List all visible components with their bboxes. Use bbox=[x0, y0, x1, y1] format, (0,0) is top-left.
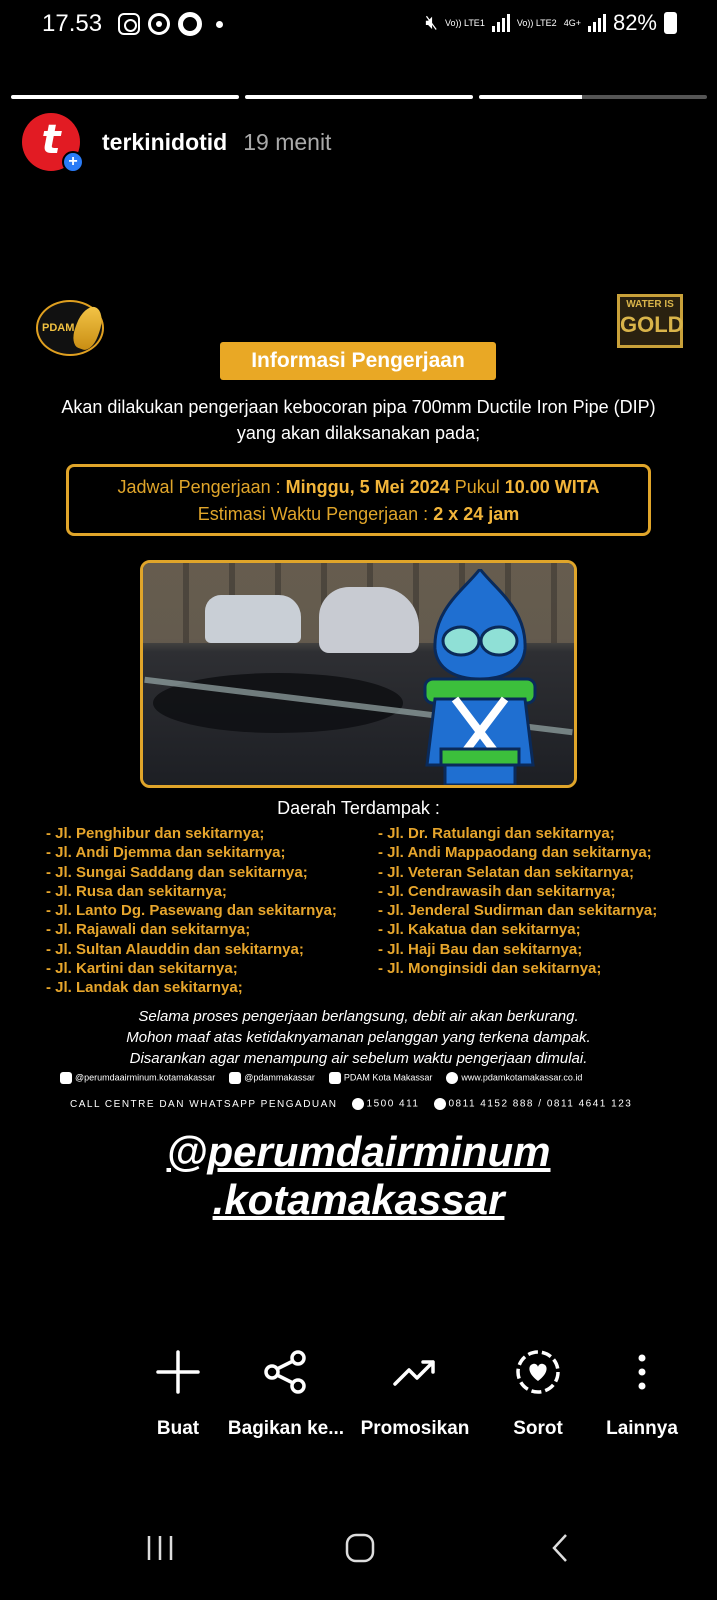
call-centre bbox=[70, 1098, 670, 1110]
area-item: - Jl. Penghibur dan sekitarnya; bbox=[46, 825, 265, 842]
pdam-logo-text: PDAM bbox=[42, 322, 75, 334]
system-nav-bar bbox=[0, 1500, 717, 1600]
mascot-illustration bbox=[405, 569, 555, 785]
schedule-time: 10.00 WITA bbox=[504, 477, 600, 497]
recent-apps-button[interactable] bbox=[130, 1518, 190, 1578]
share-button[interactable] bbox=[216, 1340, 356, 1440]
chrome-icon bbox=[148, 13, 170, 35]
progress-segment bbox=[11, 95, 239, 99]
progress-segment bbox=[245, 95, 473, 99]
social-item: @perumdaairminum.kotamakassar bbox=[60, 1072, 215, 1084]
social-contacts bbox=[60, 1072, 670, 1084]
photo-car bbox=[205, 595, 301, 643]
poster-title-box bbox=[220, 342, 496, 380]
intro-line2: yang akan dilaksanakan pada; bbox=[236, 423, 481, 443]
circle-app-icon bbox=[178, 12, 202, 36]
flame-icon bbox=[69, 303, 107, 353]
progress-fill bbox=[11, 95, 239, 99]
notice-line3: Disarankan agar menampung air sebelum waktu pengerjaan dimulai. bbox=[129, 1050, 588, 1067]
area-item: - Jl. Rusa dan sekitarnya; bbox=[46, 882, 227, 900]
website-item: www.pdamkotamakassar.co.id bbox=[446, 1072, 582, 1084]
share-icon bbox=[216, 1340, 356, 1404]
schedule-row bbox=[69, 474, 648, 501]
highlight-label: Sorot bbox=[513, 1418, 563, 1439]
poster-title: Informasi Pengerjaan bbox=[251, 349, 465, 372]
estimate-value: 2 x 24 jam bbox=[433, 504, 520, 524]
whatsapp-icon bbox=[434, 1098, 446, 1110]
globe-icon bbox=[446, 1072, 458, 1084]
progress-fill bbox=[479, 95, 582, 99]
home-button[interactable] bbox=[330, 1518, 390, 1578]
intro-text bbox=[10, 394, 707, 446]
intro-line1: Akan dilakukan pengerjaan kebocoran pipa 700mm Ductile Iron Pipe (DIP) bbox=[61, 397, 656, 417]
schedule-day: Minggu, 5 Mei 2024 bbox=[285, 477, 450, 497]
mention-sticker-line2[interactable]: .kotamakassar bbox=[212, 1176, 505, 1223]
area-item: - Jl. Dr. Ratulangi dan sekitarnya; bbox=[378, 825, 615, 842]
area-item: - Jl. Jenderal Sudirman dan sekitarnya; bbox=[378, 902, 658, 920]
add-story-plus-icon[interactable]: + bbox=[62, 151, 84, 173]
username[interactable]: terkinidotid bbox=[102, 128, 228, 155]
call-number: 1500 411 bbox=[352, 1098, 420, 1110]
notice-line2: Mohon maaf atas ketidaknyamanan pelanggan yang terkena dampak. bbox=[126, 1029, 591, 1046]
affected-areas-right bbox=[378, 824, 657, 978]
promote-button[interactable] bbox=[345, 1340, 485, 1440]
mute-icon: 🔇︎ bbox=[425, 11, 438, 34]
area-item: - Jl. Rajawali dan sekitarnya; bbox=[46, 921, 251, 939]
avatar-letter: t bbox=[41, 117, 61, 163]
back-button[interactable] bbox=[530, 1518, 590, 1578]
post-time: 19 menit bbox=[243, 128, 332, 155]
phone-icon bbox=[352, 1098, 364, 1110]
status-time: 17.53 bbox=[42, 10, 103, 37]
status-bar bbox=[0, 0, 717, 48]
home-icon bbox=[344, 1532, 376, 1564]
schedule-pukul: Pukul bbox=[454, 477, 500, 497]
share-label: Bagikan ke... bbox=[227, 1418, 345, 1439]
area-item: - Jl. Lanto Dg. Pasewang dan sekitarnya; bbox=[46, 902, 337, 920]
area-item: - Jl. Cendrawasih dan sekitarnya; bbox=[378, 882, 616, 900]
area-item: - Jl. Sultan Alauddin dan sekitarnya; bbox=[46, 940, 304, 958]
story-action-bar bbox=[0, 1340, 717, 1460]
badge-line1: WATER IS bbox=[626, 299, 674, 310]
promote-label: Promosikan bbox=[360, 1418, 470, 1439]
story-image bbox=[0, 272, 717, 1157]
water-is-gold-badge bbox=[617, 294, 683, 348]
network-lte1: Vo)) LTE1 bbox=[444, 18, 485, 28]
call-centre-label: CALL CENTRE DAN WHATSAPP PENGADUAN bbox=[70, 1098, 338, 1110]
more-notifications-dot-icon bbox=[216, 21, 223, 28]
notice-line1: Selama proses pengerjaan berlangsung, debit air akan berkurang. bbox=[138, 1008, 579, 1025]
site-photo bbox=[140, 560, 577, 788]
schedule-label: Jadwal Pengerjaan : bbox=[117, 477, 281, 497]
affected-areas-left bbox=[46, 824, 337, 998]
area-item: - Jl. Landak dan sekitarnya; bbox=[46, 979, 243, 997]
schedule-box bbox=[66, 464, 651, 536]
area-item: - Jl. Sungai Saddang dan sekitarnya; bbox=[46, 863, 308, 881]
area-item: - Jl. Monginsidi dan sekitarnya; bbox=[378, 960, 602, 978]
battery-percent: 82% bbox=[612, 10, 657, 35]
badge-line2: GOLD bbox=[620, 312, 684, 337]
notice-text bbox=[0, 1006, 717, 1069]
area-item: - Jl. Kartini dan sekitarnya; bbox=[46, 960, 238, 978]
area-item: - Jl. Andi Mappaodang dan sekitarnya; bbox=[378, 844, 652, 862]
status-right bbox=[425, 10, 677, 36]
trending-icon bbox=[345, 1340, 485, 1404]
area-item: - Jl. Andi Djemma dan sekitarnya; bbox=[46, 844, 286, 862]
mention-sticker-line1[interactable]: @perumdairminum bbox=[166, 1128, 551, 1175]
notification-icons bbox=[118, 12, 223, 36]
estimate-label: Estimasi Waktu Pengerjaan : bbox=[197, 504, 429, 524]
tiktok-item: @pdammakassar bbox=[229, 1072, 315, 1084]
progress-fill bbox=[245, 95, 473, 99]
photo-covered-car bbox=[319, 587, 419, 653]
youtube-icon bbox=[329, 1072, 341, 1084]
area-item: - Jl. Kakatua dan sekitarnya; bbox=[378, 921, 581, 939]
affected-areas-title: Daerah Terdampak : bbox=[277, 798, 440, 818]
area-item: - Jl. Veteran Selatan dan sekitarnya; bbox=[378, 863, 634, 881]
tiktok-icon bbox=[229, 1072, 241, 1084]
story-header bbox=[22, 112, 331, 172]
network-lte2: Vo)) LTE2 bbox=[516, 18, 557, 28]
avatar[interactable] bbox=[22, 113, 80, 171]
more-button[interactable] bbox=[572, 1340, 712, 1440]
signal-icon-2 bbox=[588, 14, 606, 32]
battery-icon bbox=[664, 12, 677, 34]
pdam-logo bbox=[36, 300, 104, 356]
network-4g: 4G+ bbox=[563, 18, 581, 28]
signal-icon bbox=[492, 14, 510, 32]
area-item: - Jl. Haji Bau dan sekitarnya; bbox=[378, 940, 583, 958]
create-label: Buat bbox=[156, 1418, 200, 1439]
whatsapp-numbers: 0811 4152 888 / 0811 4641 123 bbox=[434, 1098, 633, 1110]
instagram-icon bbox=[118, 13, 140, 35]
recent-apps-icon bbox=[145, 1534, 175, 1562]
back-icon bbox=[548, 1532, 572, 1564]
youtube-item: PDAM Kota Makassar bbox=[329, 1072, 433, 1084]
progress-segment bbox=[479, 95, 707, 99]
more-label: Lainnya bbox=[606, 1418, 678, 1439]
social-media-icon bbox=[60, 1072, 72, 1084]
estimate-row bbox=[69, 501, 648, 528]
story-progress bbox=[11, 95, 707, 99]
more-vertical-icon bbox=[572, 1340, 712, 1404]
